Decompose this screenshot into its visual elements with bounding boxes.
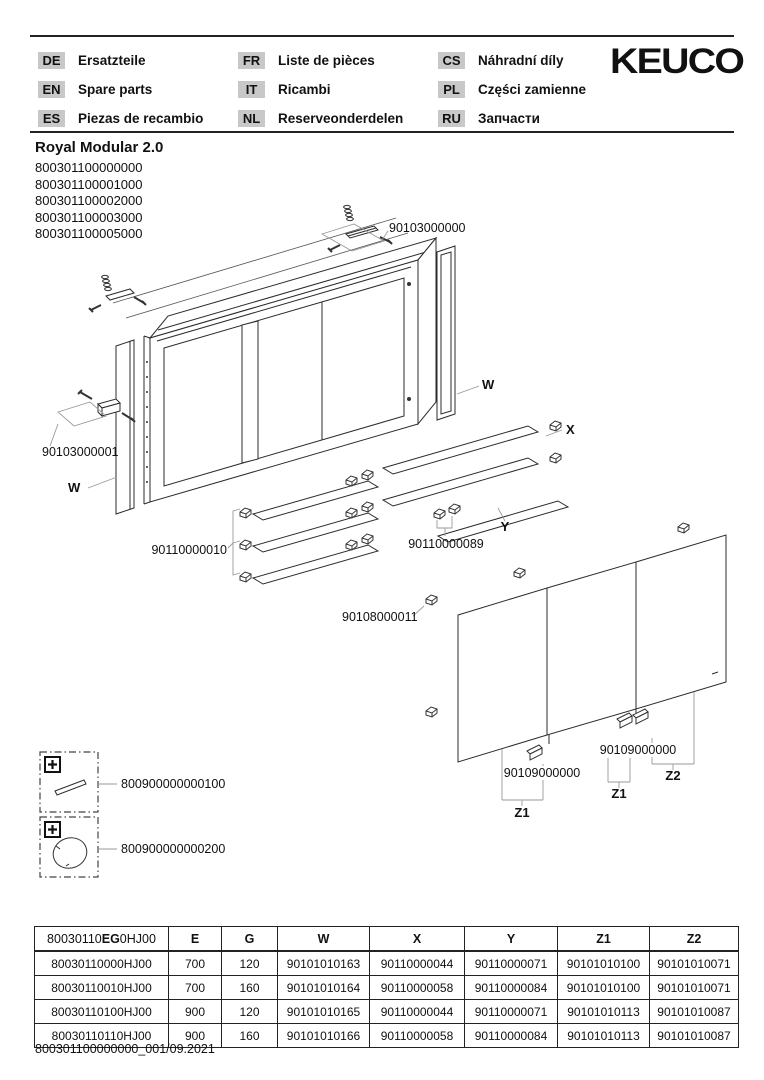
ref-label-x: X: [566, 422, 575, 437]
cell-z2: 90101010071: [650, 976, 739, 1000]
shelf-group-left: [228, 481, 378, 584]
shelf-group-right: [346, 421, 568, 550]
model-number: 800301100000000: [35, 160, 143, 175]
cell-z1: 90101010113: [558, 1024, 650, 1048]
table-header-row: [35, 927, 739, 952]
lang-label: Ersatzteile: [78, 53, 146, 68]
lang-code-badge: IT: [238, 81, 265, 98]
cell-x: 90110000044: [370, 1000, 465, 1024]
lang-label: Náhradní díly: [478, 53, 564, 68]
part-label-90110000089: 90110000089: [408, 537, 484, 551]
cell-e: 900: [169, 1000, 222, 1024]
cell-e: 900: [169, 1024, 222, 1048]
col-header-e: E: [169, 927, 222, 952]
part-label-90103000001: 90103000001: [42, 445, 119, 459]
product-title: Royal Modular 2.0: [35, 139, 164, 156]
cell-w: 90101010163: [278, 951, 370, 976]
col-header-z2: Z2: [650, 927, 739, 952]
spring-icon: [102, 275, 112, 290]
cell-x: 90110000058: [370, 976, 465, 1000]
model-prefix: 80030110: [47, 931, 102, 946]
ref-label-z2: Z2: [665, 768, 681, 783]
lang-code-badge: EN: [38, 81, 65, 98]
cell-y: 90110000084: [465, 976, 558, 1000]
lang-code-badge: PL: [438, 81, 465, 98]
side-profile-right: [437, 246, 455, 420]
table-row: [35, 1000, 739, 1024]
part-label-90109000000-left: 90109000000: [503, 766, 581, 780]
part-label-90109000000-right: 90109000000: [599, 743, 677, 757]
cabinet-divider: [242, 321, 258, 463]
mounting-bracket-top: [322, 205, 392, 252]
cell-g: 160: [222, 976, 278, 1000]
ref-label-z1-left: Z1: [514, 805, 530, 820]
cell-model: 80030110100HJ00: [35, 1000, 169, 1024]
cell-x: 90110000044: [370, 951, 465, 976]
cell-model: 80030110110HJ00: [35, 1024, 169, 1048]
table-row: [35, 951, 739, 976]
cell-g: 160: [222, 1024, 278, 1048]
cell-z2: 90101010087: [650, 1000, 739, 1024]
mounting-bracket-top-left: [89, 275, 146, 312]
part-label-800900000000100: 800900000000100: [121, 777, 226, 791]
keuco-logo: KEUCO: [610, 42, 744, 81]
cell-w: 90101010164: [278, 976, 370, 1000]
side-profile-left: [116, 340, 134, 514]
model-number: 800301100001000: [35, 176, 143, 192]
ref-label-w-right: W: [482, 377, 495, 392]
cell-x: 90110000058: [370, 1024, 465, 1048]
col-header-z1: Z1: [558, 927, 650, 952]
ref-label-y: Y: [500, 519, 510, 534]
model-number: 800301100005000: [35, 226, 143, 241]
lang-code-badge: NL: [238, 110, 265, 127]
accessory-box-oval: [40, 817, 117, 877]
ref-label-w-left: W: [68, 480, 81, 495]
lang-code-badge: DE: [38, 52, 65, 69]
cell-e: 700: [169, 976, 222, 1000]
cell-model: 80030110000HJ00: [35, 951, 169, 976]
cell-z1: 90101010100: [558, 976, 650, 1000]
cell-g: 120: [222, 951, 278, 976]
part-label-90110000010: 90110000010: [151, 543, 227, 557]
lang-code-badge: ES: [38, 110, 65, 127]
lang-label: Spare parts: [78, 82, 153, 97]
part-label-90108000011: 90108000011: [342, 610, 418, 624]
col-header-model: [35, 927, 169, 952]
cell-z2: 90101010087: [650, 1024, 739, 1048]
document-id: 800301100000000_001/09.2021: [35, 1042, 215, 1056]
cell-y: 90110000071: [465, 1000, 558, 1024]
cell-y: 90110000071: [465, 951, 558, 976]
parts-table: [34, 926, 739, 1048]
model-number: 800301100002000: [35, 193, 143, 208]
table-row: [35, 976, 739, 1000]
cell-z1: 90101010100: [558, 951, 650, 976]
cell-y: 90110000084: [465, 1024, 558, 1048]
lang-label: Ricambi: [278, 82, 331, 97]
model-suffix: 0HJ00: [119, 931, 156, 946]
model-bold-part: EG: [101, 931, 120, 946]
lang-code-badge: FR: [238, 52, 265, 69]
lang-label: Запчасти: [478, 111, 540, 126]
ref-label-z1-right: Z1: [611, 786, 627, 801]
cell-e: 700: [169, 951, 222, 976]
lang-label: Piezas de recambio: [78, 111, 204, 126]
lang-label: Reserveonderdelen: [278, 111, 404, 126]
cell-w: 90101010165: [278, 1000, 370, 1024]
col-header-g: G: [222, 927, 278, 952]
cell-g: 120: [222, 1000, 278, 1024]
cell-w: 90101010166: [278, 1024, 370, 1048]
cell-z1: 90101010113: [558, 1000, 650, 1024]
lang-code-badge: RU: [438, 110, 465, 127]
part-label-800900000000200: 800900000000200: [121, 842, 226, 856]
cell-z2: 90101010071: [650, 951, 739, 976]
cell-model: 80030110010HJ00: [35, 976, 169, 1000]
lang-code-badge: CS: [438, 52, 465, 69]
cabinet-body: [144, 238, 436, 504]
col-header-w: W: [278, 927, 370, 952]
accessory-box-strip: [40, 752, 117, 812]
lang-label: Liste de pièces: [278, 53, 375, 68]
part-label-90103000000: 90103000000: [389, 221, 466, 235]
spring-icon: [344, 205, 354, 220]
col-header-x: X: [370, 927, 465, 952]
mirror-door-assembly: [426, 523, 726, 762]
model-number: 800301100003000: [35, 209, 143, 225]
col-header-y: Y: [465, 927, 558, 952]
lang-label: Części zamienne: [478, 82, 587, 97]
